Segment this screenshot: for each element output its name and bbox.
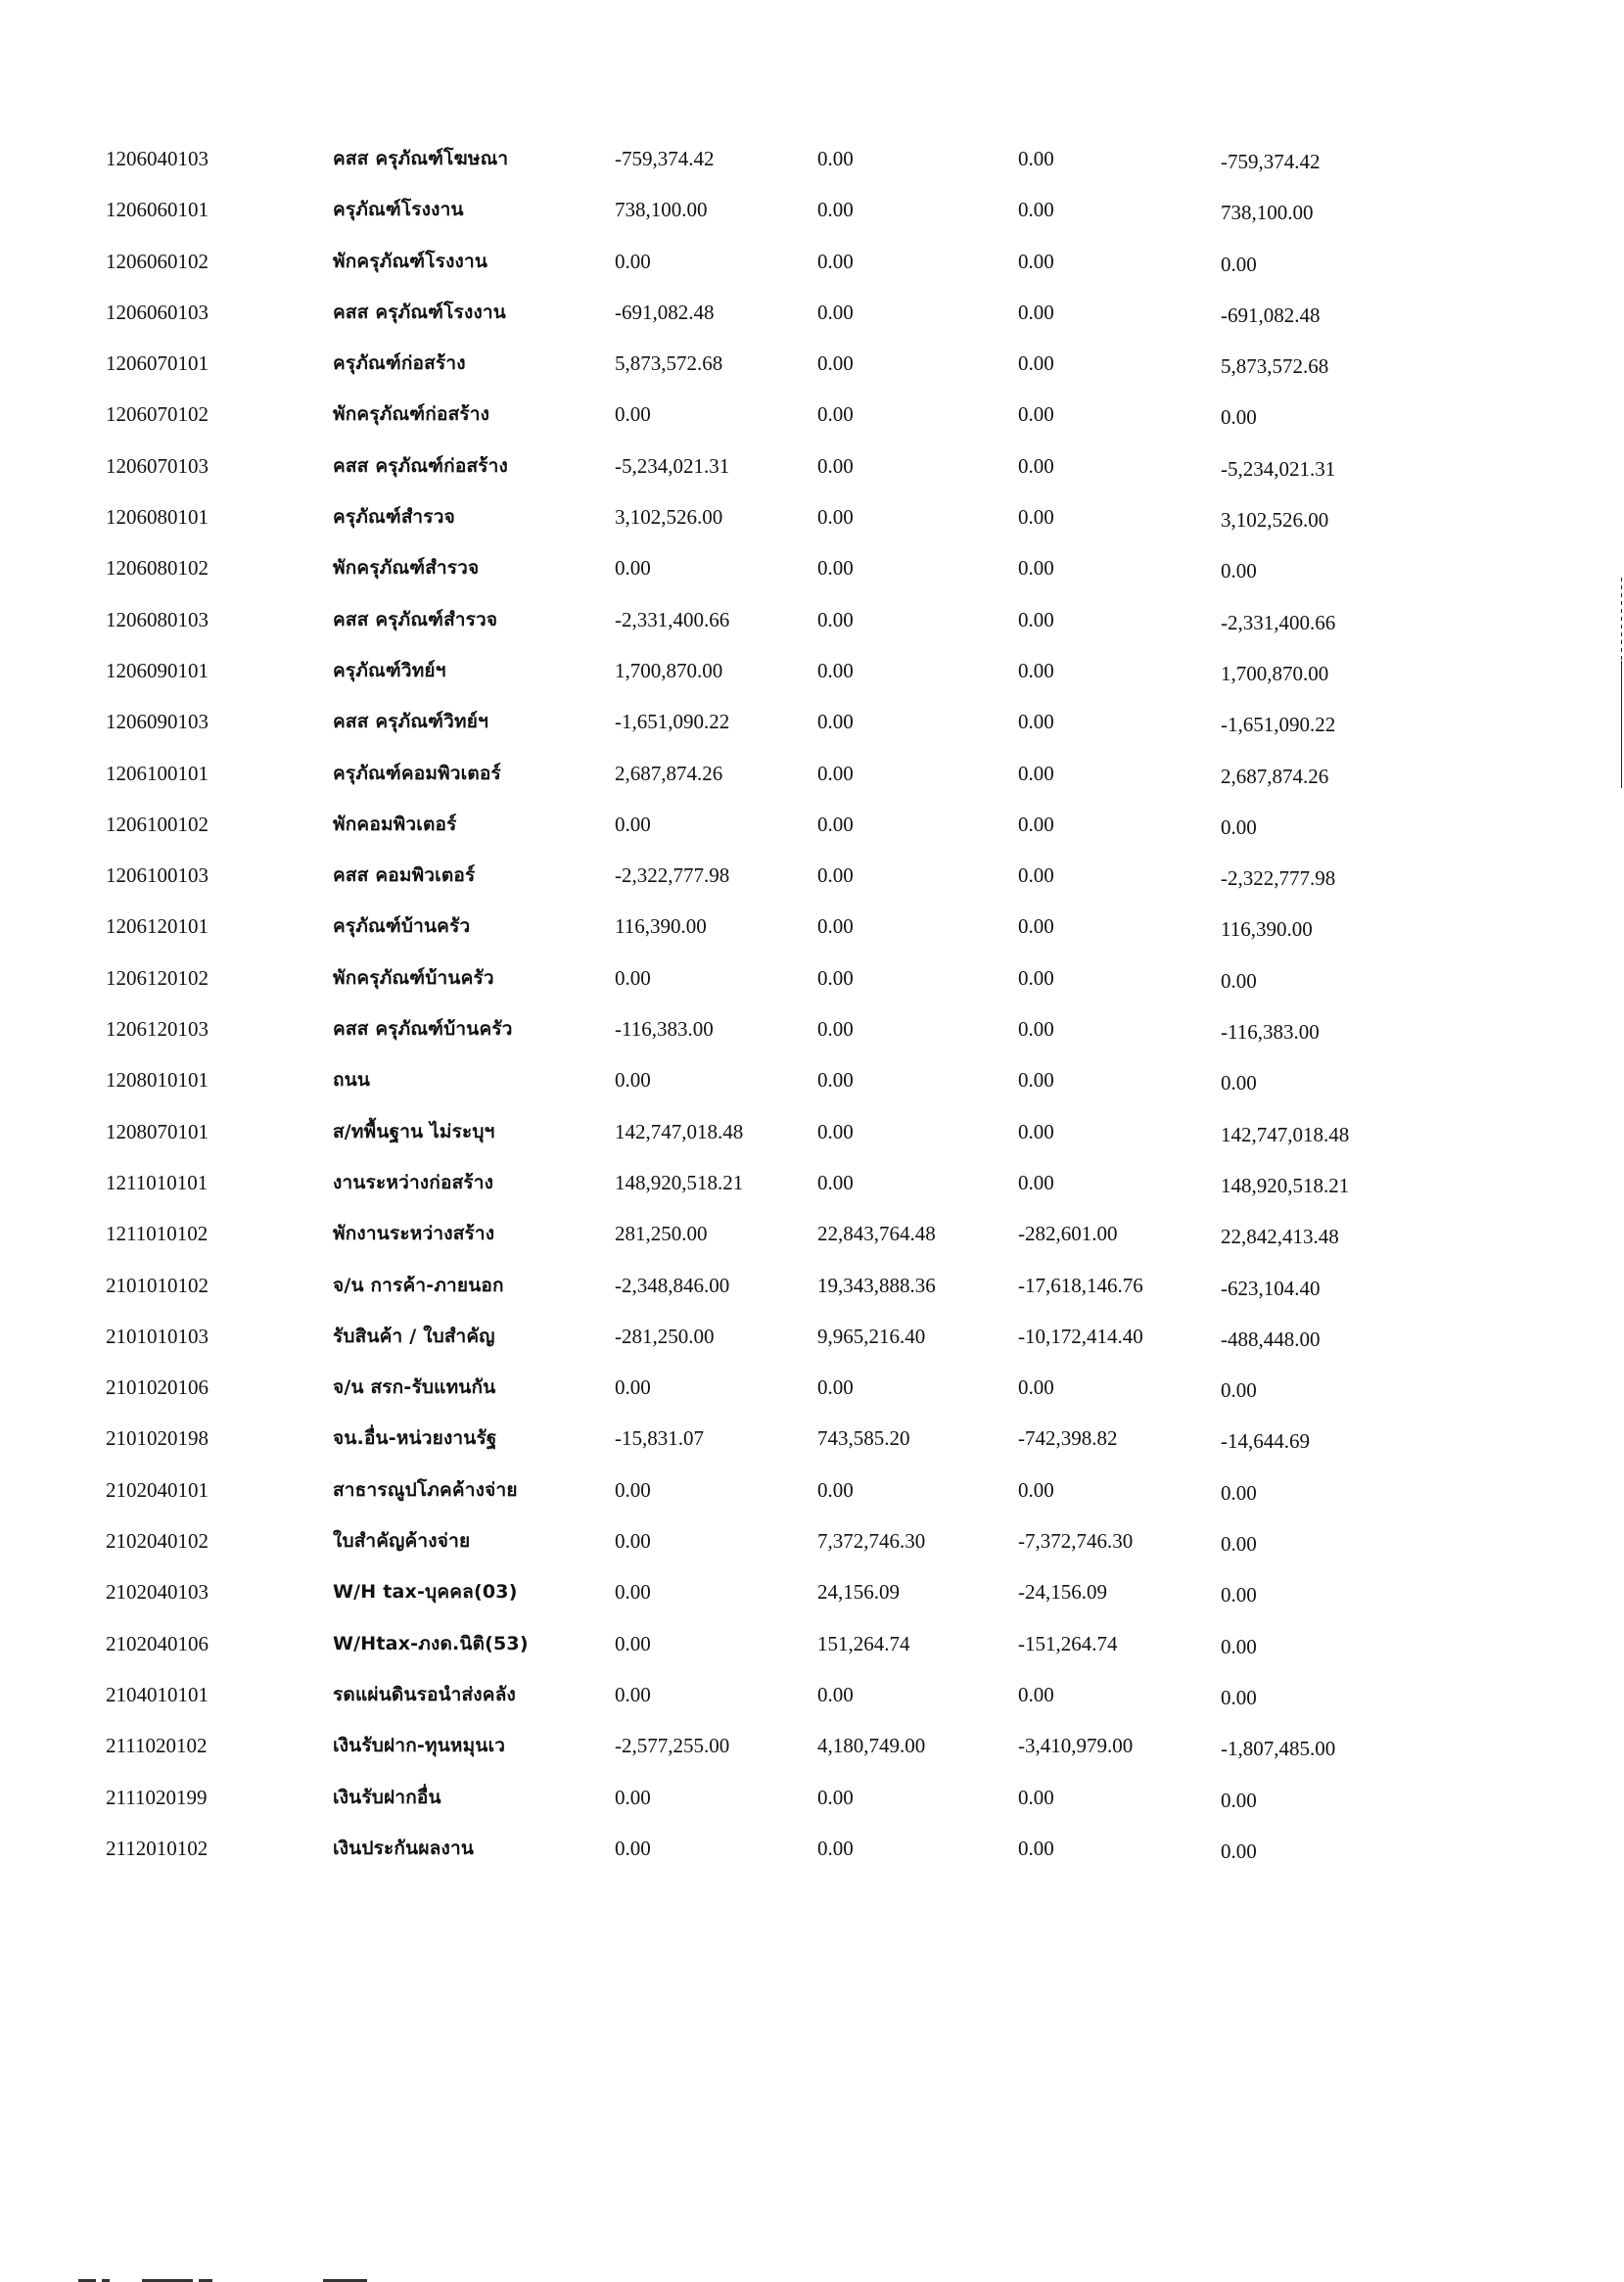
table-row xyxy=(0,453,1624,504)
closing-balance: -1,651,090.22 xyxy=(1221,713,1336,737)
debit-amount: 0.00 xyxy=(817,1375,854,1400)
account-code: 1206070101 xyxy=(106,351,209,376)
scan-edge-line xyxy=(1621,661,1622,788)
account-code: 2101010102 xyxy=(106,1273,209,1297)
table-row xyxy=(0,1119,1624,1170)
closing-balance: -2,322,777.98 xyxy=(1221,866,1336,891)
opening-balance: -691,082.48 xyxy=(615,300,715,324)
account-name: รดแผ่นดินรอนำส่งคลัง xyxy=(333,1683,517,1705)
table-row xyxy=(0,1374,1624,1425)
opening-balance: -281,250.00 xyxy=(615,1324,715,1348)
account-name: ส/ทพื้นฐาน ไม่ระบุฯ xyxy=(333,1120,495,1142)
credit-amount: 0.00 xyxy=(1018,249,1054,273)
closing-balance: -1,807,485.00 xyxy=(1221,1737,1336,1761)
closing-balance: 1,700,870.00 xyxy=(1221,661,1329,685)
opening-balance: -116,383.00 xyxy=(615,1017,714,1042)
account-name: คสส ครุภัณฑ์โรงงาน xyxy=(333,301,506,323)
account-code: 2101020106 xyxy=(106,1375,209,1400)
account-code: 2101010103 xyxy=(106,1324,209,1348)
opening-balance: 0.00 xyxy=(615,1785,651,1809)
debit-amount: 151,264.74 xyxy=(817,1631,910,1655)
debit-amount: 743,585.20 xyxy=(817,1426,910,1451)
credit-amount: 0.00 xyxy=(1018,1682,1054,1706)
account-code: 2102040102 xyxy=(106,1529,209,1554)
debit-amount: 19,343,888.36 xyxy=(817,1273,936,1297)
opening-balance: 738,100.00 xyxy=(615,198,708,222)
debit-amount: 0.00 xyxy=(817,1682,854,1706)
opening-balance: 0.00 xyxy=(615,1375,651,1400)
opening-balance: 0.00 xyxy=(615,1682,651,1706)
account-name: พักครุภัณฑ์ก่อสร้าง xyxy=(333,403,490,426)
closing-balance: -5,234,021.31 xyxy=(1221,456,1336,481)
credit-amount: 0.00 xyxy=(1018,1375,1054,1400)
credit-amount: 0.00 xyxy=(1018,402,1054,427)
table-row xyxy=(0,1836,1624,1886)
table-row xyxy=(0,1579,1624,1630)
account-code: 2104010101 xyxy=(106,1682,209,1706)
credit-amount: 0.00 xyxy=(1018,556,1054,581)
table-row xyxy=(0,1785,1624,1836)
table-row xyxy=(0,1733,1624,1784)
closing-balance: 0.00 xyxy=(1221,252,1257,276)
credit-amount: 0.00 xyxy=(1018,300,1054,324)
debit-amount: 0.00 xyxy=(817,300,854,324)
table-row xyxy=(0,1528,1624,1579)
debit-amount: 0.00 xyxy=(817,812,854,836)
opening-balance: 0.00 xyxy=(615,1529,651,1554)
closing-balance: 142,747,018.48 xyxy=(1221,1122,1350,1146)
credit-amount: 0.00 xyxy=(1018,607,1054,631)
debit-amount: 0.00 xyxy=(817,914,854,939)
opening-balance: -2,322,777.98 xyxy=(615,863,730,888)
credit-amount: 0.00 xyxy=(1018,1170,1054,1194)
account-name: คสส ครุภัณฑ์สำรวจ xyxy=(333,608,498,630)
closing-balance: -2,331,400.66 xyxy=(1221,610,1336,634)
credit-amount: -742,398.82 xyxy=(1018,1426,1118,1451)
debit-amount: 0.00 xyxy=(817,1836,854,1860)
credit-amount: 0.00 xyxy=(1018,965,1054,990)
closing-balance: 3,102,526.00 xyxy=(1221,508,1329,533)
closing-balance: -623,104.40 xyxy=(1221,1276,1321,1300)
opening-balance: 0.00 xyxy=(615,1477,651,1502)
account-name: ครุภัณฑ์ก่อสร้าง xyxy=(333,352,466,375)
account-code: 1206120102 xyxy=(106,965,209,990)
account-name: จน.อื่น-หน่วยงานรัฐ xyxy=(333,1427,497,1450)
account-code: 1206040103 xyxy=(106,147,209,170)
account-name: สาธารณูปโภคค้างจ่าย xyxy=(333,1478,518,1501)
closing-balance: -14,644.69 xyxy=(1221,1429,1310,1454)
closing-balance: -488,448.00 xyxy=(1221,1327,1321,1351)
closing-balance: 22,842,413.48 xyxy=(1221,1225,1339,1249)
closing-balance: 0.00 xyxy=(1221,1532,1257,1557)
table-row xyxy=(0,1631,1624,1682)
account-code: 2101020198 xyxy=(106,1426,209,1451)
account-name: ใบสำคัญค้างจ่าย xyxy=(333,1530,471,1553)
credit-amount: 0.00 xyxy=(1018,1017,1054,1042)
credit-amount: -24,156.09 xyxy=(1018,1580,1107,1605)
account-name: คสส ครุภัณฑ์ก่อสร้าง xyxy=(333,454,509,477)
account-code: 1206070102 xyxy=(106,402,209,427)
credit-amount: 0.00 xyxy=(1018,351,1054,376)
account-code: 1206100103 xyxy=(106,863,209,888)
table-row xyxy=(0,1067,1624,1118)
opening-balance: 0.00 xyxy=(615,1631,651,1655)
closing-balance: 2,687,874.26 xyxy=(1221,764,1329,788)
account-code: 2112010102 xyxy=(106,1836,209,1860)
account-code: 1206090103 xyxy=(106,710,209,734)
opening-balance: 0.00 xyxy=(615,1068,651,1093)
closing-balance: 0.00 xyxy=(1221,1788,1257,1812)
opening-balance: 0.00 xyxy=(615,402,651,427)
table-row xyxy=(0,300,1624,350)
closing-balance: -116,383.00 xyxy=(1221,1020,1320,1045)
table-row xyxy=(0,812,1624,862)
scan-edge-mark xyxy=(1621,578,1622,661)
account-name: คสส ครุภัณฑ์วิทย์ฯ xyxy=(333,711,488,733)
debit-amount: 0.00 xyxy=(817,1170,854,1194)
opening-balance: -5,234,021.31 xyxy=(615,453,730,478)
credit-amount: 0.00 xyxy=(1018,147,1054,170)
account-name: ครุภัณฑ์สำรวจ xyxy=(333,506,455,529)
credit-amount: 0.00 xyxy=(1018,1068,1054,1093)
debit-amount: 0.00 xyxy=(817,453,854,478)
closing-balance: 0.00 xyxy=(1221,1839,1257,1863)
account-name: ครุภัณฑ์บ้านครัว xyxy=(333,915,471,938)
table-row xyxy=(0,401,1624,452)
account-name: พักคอมพิวเตอร์ xyxy=(333,813,457,835)
account-code: 1206060101 xyxy=(106,198,209,222)
debit-amount: 0.00 xyxy=(817,351,854,376)
opening-balance: 2,687,874.26 xyxy=(615,761,723,785)
opening-balance: -2,348,846.00 xyxy=(615,1273,730,1297)
table-row xyxy=(0,555,1624,606)
account-name: รับสินค้า / ใบสำคัญ xyxy=(333,1325,495,1347)
account-name: คสส คอมพิวเตอร์ xyxy=(333,864,476,887)
table-row xyxy=(0,913,1624,964)
table-row xyxy=(0,504,1624,555)
debit-amount: 0.00 xyxy=(817,1068,854,1093)
table-row xyxy=(0,350,1624,401)
debit-amount: 0.00 xyxy=(817,1119,854,1143)
debit-amount: 0.00 xyxy=(817,863,854,888)
credit-amount: -7,372,746.30 xyxy=(1018,1529,1134,1554)
credit-amount: 0.00 xyxy=(1018,1836,1054,1860)
closing-balance: 0.00 xyxy=(1221,1685,1257,1709)
account-code: 1208010101 xyxy=(106,1068,209,1093)
account-code: 1206120101 xyxy=(106,914,209,939)
closing-balance: 0.00 xyxy=(1221,815,1257,839)
debit-amount: 0.00 xyxy=(817,147,854,170)
debit-amount: 9,965,216.40 xyxy=(817,1324,926,1348)
credit-amount: 0.00 xyxy=(1018,505,1054,530)
opening-balance: 0.00 xyxy=(615,1580,651,1605)
debit-amount: 4,180,749.00 xyxy=(817,1734,926,1758)
account-code: 1206100102 xyxy=(106,812,209,836)
account-code: 1206120103 xyxy=(106,1017,209,1042)
table-row xyxy=(0,1221,1624,1272)
credit-amount: -282,601.00 xyxy=(1018,1222,1118,1246)
account-code: 1206080101 xyxy=(106,505,209,530)
credit-amount: 0.00 xyxy=(1018,710,1054,734)
account-name: W/Htax-ภงด.นิติ(53) xyxy=(333,1632,529,1654)
account-name: เงินประกันผลงาน xyxy=(333,1837,475,1859)
credit-amount: 0.00 xyxy=(1018,1785,1054,1809)
credit-amount: -151,264.74 xyxy=(1018,1631,1118,1655)
opening-balance: -759,374.42 xyxy=(615,147,715,170)
table-row xyxy=(0,1016,1624,1067)
debit-amount: 0.00 xyxy=(817,505,854,530)
debit-amount: 22,843,764.48 xyxy=(817,1222,936,1246)
account-code: 1206060103 xyxy=(106,300,209,324)
closing-balance: 148,920,518.21 xyxy=(1221,1173,1350,1197)
table-row xyxy=(0,761,1624,812)
table-row xyxy=(0,965,1624,1016)
credit-amount: 0.00 xyxy=(1018,863,1054,888)
account-code: 1206080103 xyxy=(106,607,209,631)
debit-amount: 0.00 xyxy=(817,607,854,631)
table-row xyxy=(0,1425,1624,1476)
opening-balance: 0.00 xyxy=(615,812,651,836)
account-code: 2102040106 xyxy=(106,1631,209,1655)
table-row xyxy=(0,862,1624,913)
account-code: 1211010102 xyxy=(106,1222,209,1246)
account-code: 2102040101 xyxy=(106,1477,209,1502)
account-name: พักครุภัณฑ์บ้านครัว xyxy=(333,966,494,989)
closing-balance: 0.00 xyxy=(1221,405,1257,430)
debit-amount: 7,372,746.30 xyxy=(817,1529,926,1554)
credit-amount: 0.00 xyxy=(1018,1477,1054,1502)
account-name: คสส ครุภัณฑ์โฆษณา xyxy=(333,148,509,169)
account-code: 1206080102 xyxy=(106,556,209,581)
account-name: ถนน xyxy=(333,1069,371,1092)
closing-balance: 0.00 xyxy=(1221,559,1257,583)
account-name: ครุภัณฑ์คอมพิวเตอร์ xyxy=(333,762,501,784)
opening-balance: -1,651,090.22 xyxy=(615,710,730,734)
credit-amount: -10,172,414.40 xyxy=(1018,1324,1143,1348)
debit-amount: 24,156.09 xyxy=(817,1580,900,1605)
debit-amount: 0.00 xyxy=(817,658,854,682)
account-code: 2102040103 xyxy=(106,1580,209,1605)
account-code: 1208070101 xyxy=(106,1119,209,1143)
debit-amount: 0.00 xyxy=(817,249,854,273)
table-row xyxy=(0,1273,1624,1324)
account-name: ครุภัณฑ์โรงงาน xyxy=(333,199,464,221)
account-name: คสส ครุภัณฑ์บ้านครัว xyxy=(333,1018,513,1041)
opening-balance: 0.00 xyxy=(615,249,651,273)
account-name: พักครุภัณฑ์สำรวจ xyxy=(333,557,480,580)
debit-amount: 0.00 xyxy=(817,1477,854,1502)
closing-balance: 0.00 xyxy=(1221,1634,1257,1658)
credit-amount: 0.00 xyxy=(1018,761,1054,785)
account-name: พักครุภัณฑ์โรงงาน xyxy=(333,250,488,272)
account-name: จ/น การค้า-ภายนอก xyxy=(333,1274,504,1296)
opening-balance: 0.00 xyxy=(615,1836,651,1860)
debit-amount: 0.00 xyxy=(817,402,854,427)
account-name: ครุภัณฑ์วิทย์ฯ xyxy=(333,659,446,681)
debit-amount: 0.00 xyxy=(817,198,854,222)
account-code: 2111020199 xyxy=(106,1785,208,1809)
account-code: 1206100101 xyxy=(106,761,209,785)
opening-balance: 5,873,572.68 xyxy=(615,351,723,376)
closing-balance: 0.00 xyxy=(1221,968,1257,993)
account-code: 1206060102 xyxy=(106,249,209,273)
table-row xyxy=(0,146,1624,197)
table-row xyxy=(0,1170,1624,1221)
debit-amount: 0.00 xyxy=(817,556,854,581)
table-row xyxy=(0,1477,1624,1528)
closing-balance: 0.00 xyxy=(1221,1378,1257,1403)
account-name: จ/น สรก-รับแทนกัน xyxy=(333,1376,496,1399)
account-name: พักงานระหว่างสร้าง xyxy=(333,1223,495,1245)
debit-amount: 0.00 xyxy=(817,761,854,785)
account-name: เงินรับฝากอื่น xyxy=(333,1786,441,1808)
opening-balance: -2,331,400.66 xyxy=(615,607,730,631)
account-name: เงินรับฝาก-ทุนหมุนเว xyxy=(333,1735,506,1757)
table-row xyxy=(0,197,1624,248)
account-name: งานระหว่างก่อสร้าง xyxy=(333,1171,494,1193)
opening-balance: 281,250.00 xyxy=(615,1222,708,1246)
opening-balance: 0.00 xyxy=(615,965,651,990)
closing-balance: 116,390.00 xyxy=(1221,917,1313,942)
closing-balance: -759,374.42 xyxy=(1221,150,1321,173)
account-code: 1206070103 xyxy=(106,453,209,478)
table-row xyxy=(0,1682,1624,1733)
table-row xyxy=(0,607,1624,658)
credit-amount: 0.00 xyxy=(1018,453,1054,478)
credit-amount: -17,618,146.76 xyxy=(1018,1273,1143,1297)
opening-balance: 0.00 xyxy=(615,556,651,581)
account-code: 1206090101 xyxy=(106,658,209,682)
credit-amount: 0.00 xyxy=(1018,658,1054,682)
table-row xyxy=(0,1324,1624,1374)
debit-amount: 0.00 xyxy=(817,1017,854,1042)
table-row xyxy=(0,249,1624,300)
closing-balance: 0.00 xyxy=(1221,1480,1257,1505)
credit-amount: 0.00 xyxy=(1018,812,1054,836)
credit-amount: 0.00 xyxy=(1018,914,1054,939)
closing-balance: -691,082.48 xyxy=(1221,303,1321,327)
opening-balance: 3,102,526.00 xyxy=(615,505,723,530)
opening-balance: 1,700,870.00 xyxy=(615,658,723,682)
opening-balance: 116,390.00 xyxy=(615,914,707,939)
account-code: 2111020102 xyxy=(106,1734,208,1758)
table-row xyxy=(0,709,1624,760)
table-row xyxy=(0,658,1624,709)
opening-balance: 148,920,518.21 xyxy=(615,1170,744,1194)
debit-amount: 0.00 xyxy=(817,965,854,990)
credit-amount: -3,410,979.00 xyxy=(1018,1734,1134,1758)
closing-balance: 0.00 xyxy=(1221,1583,1257,1607)
credit-amount: 0.00 xyxy=(1018,1119,1054,1143)
opening-balance: 142,747,018.48 xyxy=(615,1119,744,1143)
account-name: W/H tax-บุคคล(03) xyxy=(333,1581,518,1604)
account-code: 1211010101 xyxy=(106,1170,209,1194)
credit-amount: 0.00 xyxy=(1018,198,1054,222)
closing-balance: 738,100.00 xyxy=(1221,201,1314,225)
opening-balance: -2,577,255.00 xyxy=(615,1734,730,1758)
debit-amount: 0.00 xyxy=(817,710,854,734)
ledger-table xyxy=(0,146,1624,1886)
closing-balance: 5,873,572.68 xyxy=(1221,354,1329,379)
opening-balance: -15,831.07 xyxy=(615,1426,704,1451)
debit-amount: 0.00 xyxy=(817,1785,854,1809)
closing-balance: 0.00 xyxy=(1221,1071,1257,1095)
